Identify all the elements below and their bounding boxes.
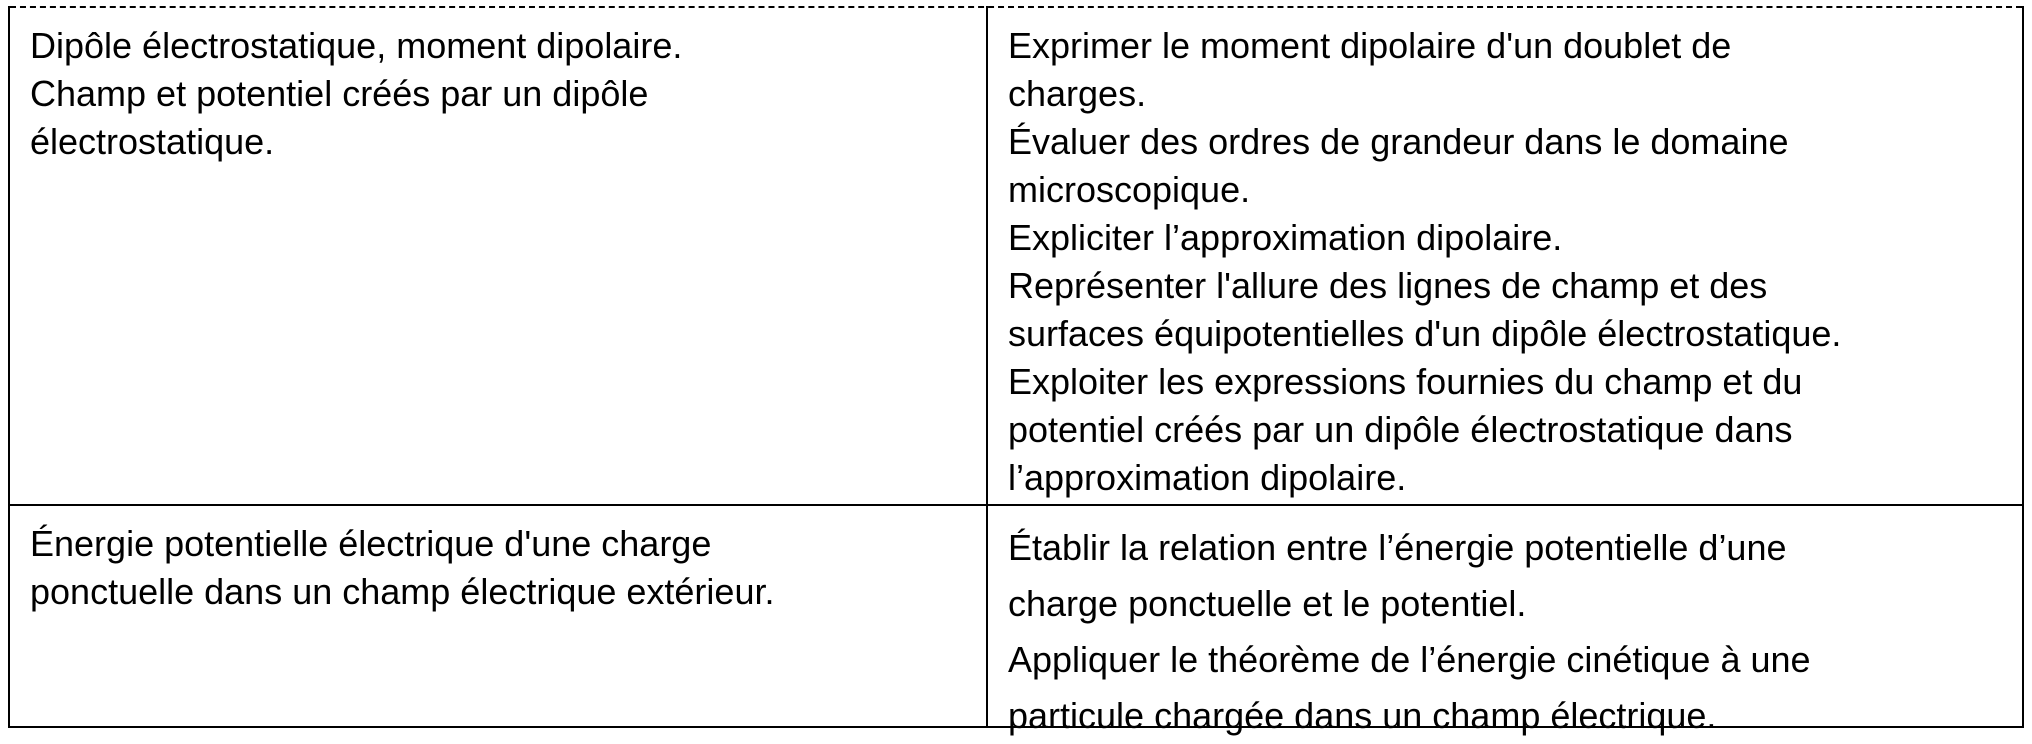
skill-line: Exprimer le moment dipolaire d'un doublet de [1008, 25, 1732, 66]
table-row [10, 6, 2022, 506]
skill-line: surfaces équipotentielles d'un dipôle électrostatique. [1008, 313, 1842, 354]
skill-line: l’approximation dipolaire. [1008, 457, 1407, 498]
content-line: Champ et potentiel créés par un dipôle [30, 73, 649, 114]
content-cell [10, 6, 986, 166]
skill-line: Expliciter l’approximation dipolaire. [1008, 217, 1563, 258]
skill-line: potentiel créés par un dipôle électrostatique dans [1008, 409, 1793, 450]
skill-line: particule chargée dans un champ électrique. [1008, 695, 1717, 736]
curriculum-table [8, 6, 2024, 736]
content-line: Dipôle électrostatique, moment dipolaire. [30, 25, 683, 66]
skill-line: Exploiter les expressions fournies du champ et du [1008, 361, 1803, 402]
table-row [10, 506, 2022, 736]
skill-line: Appliquer le théorème de l’énergie cinétique à une [1008, 639, 1811, 680]
skill-line: Représenter l'allure des lignes de champ et des [1008, 265, 1768, 306]
skill-line: microscopique. [1008, 169, 1251, 210]
content-line: électrostatique. [30, 121, 275, 162]
skill-line: charges. [1008, 73, 1147, 114]
skills-cell [988, 6, 2022, 502]
skill-line: Établir la relation entre l’énergie potentielle d’une [1008, 527, 1787, 568]
content-line: Énergie potentielle électrique d'une charge [30, 523, 712, 564]
skill-line: charge ponctuelle et le potentiel. [1008, 583, 1527, 624]
skill-line: Évaluer des ordres de grandeur dans le domaine [1008, 121, 1789, 162]
content-cell [10, 506, 986, 616]
content-line: ponctuelle dans un champ électrique extérieur. [30, 571, 775, 612]
skills-cell [988, 506, 2022, 744]
